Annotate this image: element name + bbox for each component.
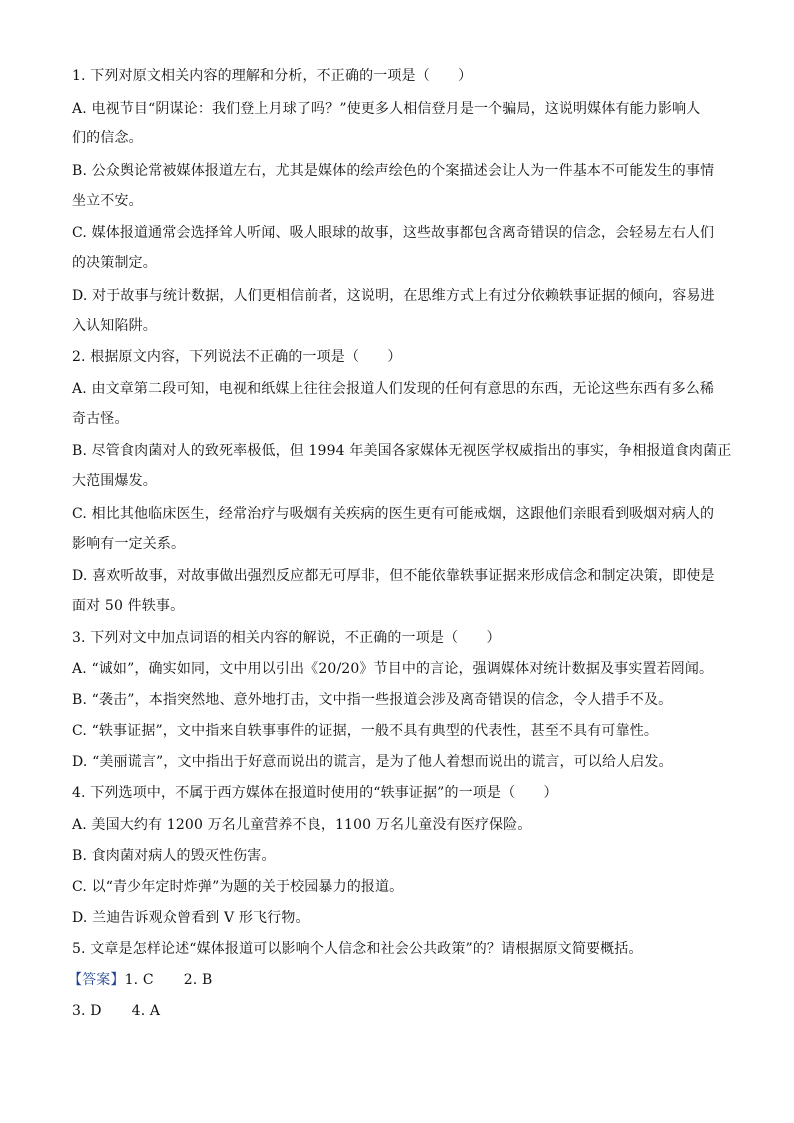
q4-option-d: D. 兰迪告诉观众曾看到 V 形飞行物。 bbox=[72, 910, 310, 926]
q5-stem: 5. 文章是怎样论述“媒体报道可以影响个人信念和社会公共政策”的？请根据原文简要概括。 bbox=[72, 941, 643, 957]
q1-option-c-cont: 的决策制定。 bbox=[72, 255, 157, 271]
q1-option-d: D. 对于故事与统计数据，人们更相信前者，这说明，在思维方式上有过分依赖轶事证据的倾向，容易进 bbox=[72, 288, 715, 304]
q3-option-b: B. “袭击”，本指突然地、意外地打击，文中指一些报道会涉及离奇错误的信念，令人措手不及。 bbox=[72, 692, 673, 708]
q2-option-b: B. 尽管食肉菌对人的致死率极低，但 1994 年美国各家媒体无视医学权威指出的事实，争相报道食肉菌正 bbox=[72, 443, 732, 459]
q4-stem: 4. 下列选项中，不属于西方媒体在报道时使用的“轶事证据”的一项是（ ） bbox=[72, 785, 558, 801]
q1-option-b-cont: 坐立不安。 bbox=[72, 193, 143, 209]
q2-option-a-cont: 奇古怪。 bbox=[72, 411, 129, 427]
q4-option-a: A. 美国大约有 1200 万名儿童营养不良，1100 万名儿童没有医疗保险。 bbox=[72, 817, 532, 833]
q3-option-c: C. “轶事证据”，文中指来自轶事事件的证据，一般不具有典型的代表性，甚至不具有可靠性。 bbox=[72, 723, 659, 739]
answer-line-2 bbox=[72, 1001, 722, 1021]
q1-option-b: B. 公众舆论常被媒体报道左右，尤其是媒体的绘声绘色的个案描述会让人为一件基本不可能发生的事情 bbox=[72, 163, 715, 179]
answer-4: 4. A bbox=[131, 1003, 161, 1019]
q2-option-d: D. 喜欢听故事，对故事做出强烈反应都无可厚非，但不能依靠轶事证据来形成信念和制定决策，即使是 bbox=[72, 568, 715, 584]
q2-option-c: C. 相比其他临床医生，经常治疗与吸烟有关疾病的医生更有可能戒烟，这跟他们亲眼看到吸烟对病人的 bbox=[72, 506, 715, 522]
q2-option-a: A. 由文章第二段可知，电视和纸媒上往往会报道人们发现的任何有意思的东西，无论这些东西有多么稀 bbox=[72, 381, 715, 397]
q2-option-d-cont: 面对 50 件轶事。 bbox=[72, 598, 185, 614]
answer-2: 2. B bbox=[183, 972, 213, 988]
q2-option-b-cont: 大范围爆发。 bbox=[72, 473, 157, 489]
answer-label: 【答案】 bbox=[68, 972, 125, 988]
q1-option-a: A. 电视节目“阴谋论：我们登上月球了吗？”使更多人相信登月是一个骗局，这说明媒体有能力影响人 bbox=[72, 101, 701, 117]
q1-option-c: C. 媒体报道通常会选择耸人听闻、吸人眼球的故事，这些故事都包含离奇错误的信念，会轻易左右人们 bbox=[72, 225, 715, 241]
q4-option-b: B. 食肉菌对病人的毁灭性伤害。 bbox=[72, 848, 276, 864]
q1-option-a-cont: 们的信念。 bbox=[72, 130, 143, 146]
q1-option-d-cont: 入认知陷阱。 bbox=[72, 318, 157, 334]
answer-1: 1. C bbox=[124, 972, 154, 988]
answer-line-1 bbox=[68, 970, 718, 990]
q2-stem: 2. 根据原文内容，下列说法不正确的一项是（ ） bbox=[72, 349, 402, 365]
answer-3: 3. D bbox=[72, 1003, 102, 1019]
q3-option-d: D. “美丽谎言”，文中指出于好意而说出的谎言，是为了他人着想而说出的谎言，可以给人启发。 bbox=[72, 754, 673, 770]
q1-stem: 1. 下列对原文相关内容的理解和分析，不正确的一项是（ ） bbox=[72, 68, 473, 84]
q2-option-c-cont: 影响有一定关系。 bbox=[72, 536, 186, 552]
q3-stem: 3. 下列对文中加点词语的相关内容的解说，不正确的一项是（ ） bbox=[72, 630, 501, 646]
q4-option-c: C. 以“青少年定时炸弹”为题的关于校园暴力的报道。 bbox=[72, 879, 404, 895]
q3-option-a: A. “诚如”，确实如同，文中用以引出《20/20》节目中的言论，强调媒体对统计数据及事实置若罔闻。 bbox=[72, 661, 714, 677]
